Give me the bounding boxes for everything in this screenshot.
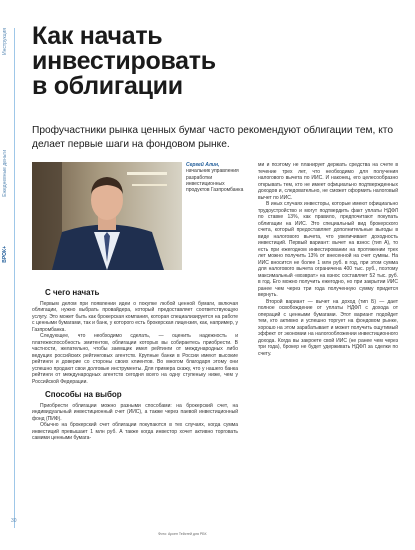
section-heading-options: Способы на выбор xyxy=(45,390,122,399)
paragraph: Первым делом при появлении идеи о покупке любой ценной бумаги, включая облигации, нужно выбрать провайдера, который предоставляет соответствующую услугу. Это может быть как брокерская компания, которая специализируется на работе с ценными бумагами, так и банк, у которого есть брокерская лицензия, как, например, у Газпромбанка. xyxy=(32,300,238,333)
portrait-photo xyxy=(32,162,182,270)
caption-name: Сергей Алин, xyxy=(186,162,220,168)
caption-role: начальник управления разработки инвестиционных продуктов Газпромбанка xyxy=(186,168,244,194)
paragraph: Обычно на брокерский счет облигации покупаются в тех случаях, когда сумма инвестиций превышает 1 млн руб. А также когда инвестор хочет активно торговать самими ценными бумага- xyxy=(32,422,238,441)
section-label: Инструкция xyxy=(2,28,8,55)
headline-line-2: инвестировать xyxy=(32,47,216,75)
margin-rule xyxy=(14,28,15,528)
paragraph: Второй вариант — вычет на доход (тип Б) — дает полное освобождение от уплаты НДФЛ с дохода от операций с ценными бумагами. Этот вариант подойдет тем, кто активно и успешно торгует на фондовом рынке, хорошо на этом зарабатывает и может получить ощутимый эффект от экономии на налогообложении инвестиционного дохода. Когда вы закроете свой ИИС (не ранее чем через три года), брокер не будет удерживать НДФЛ за сделки по счету. xyxy=(258,298,398,357)
magazine-logo: ВРОК+ xyxy=(2,246,8,263)
headline-line-1: Как начать xyxy=(32,22,163,50)
article-lead: Профучастники рынка ценных бумаг часто рекомендуют облигации тем, кто делает первые шаги на фондовом рынке. xyxy=(32,125,394,150)
subsection-label: Ежедневные деньги xyxy=(2,150,8,197)
photo-caption xyxy=(186,162,244,193)
section-heading-start: С чего начать xyxy=(45,288,100,297)
portrait-illustration xyxy=(32,162,182,270)
page-number: 30 xyxy=(11,518,17,524)
paragraph: ми и поэтому не планирует держать средства на счете в течение трех лет, что необходимо для получения налогового вычета по ИИС. И наконец, его целесообразно открывать тем, кто не имеет официально подтвержденных доходов и, следовательно, не сможет оформить налоговый вычет по ИИС. xyxy=(258,162,398,201)
article-headline xyxy=(32,24,372,99)
right-column xyxy=(258,162,398,357)
paragraph: Следующее, что необходимо сделать, — оценить надежность и платежеспособность эмитентов, облигации которых вы собираетесь приобрести. В частности, желательно, чтобы заемщик имел рейтинги от международных либо ведущих российских рейтинговых агентств. Крупные банки в России имеют высокие рейтинги и доверие со стороны своих клиентов. Во многом благодаря этому они успешно продают свои долговые инструменты. Для примера скажу, что у нашего банка рейтинги от международных агентств сегодня всего на одну ступеньку ниже, чем у Российской Федерации. xyxy=(32,333,238,385)
left-column xyxy=(32,290,238,442)
photo-credit: Фото: Арсен Тейстей для РБК xyxy=(158,532,207,536)
paragraph: Приобрести облигации можно разными способами: на брокерский счет, на индивидуальный инвестиционный счет (ИИС), а также через паевой инвестиционный фонд (ПИФ). xyxy=(32,402,238,422)
paragraph: В иных случаях инвесторы, которые имеют официально трудоустройство и могут подтвердить факт уплаты НДФЛ по ставке 13%, как правило, предпочитают покупать облигации на ИИС. Это специальный вид брокерского счета, который предоставляет дополнительные выгоды в виде налогового вычета, что увеличивает доходность инвестиций. Первый вариант: вычет на взнос (тип А), то есть при ежегодном инвестировании на протяжении трех лет можно получить 13% от внесенной на счет суммы. На ИИС вносится не более 1 млн руб. в год, при этом сумма для налогового вычета ограничена 400 тыс. руб., поэтому максимальный «возврат» на взнос составляет 52 тыс. руб. в год. Его можно получить ежегодно, но при закрытии ИИС ранее чем через три года полученную сумму придется вернуть. xyxy=(258,201,398,298)
headline-line-3: в облигации xyxy=(32,72,183,100)
